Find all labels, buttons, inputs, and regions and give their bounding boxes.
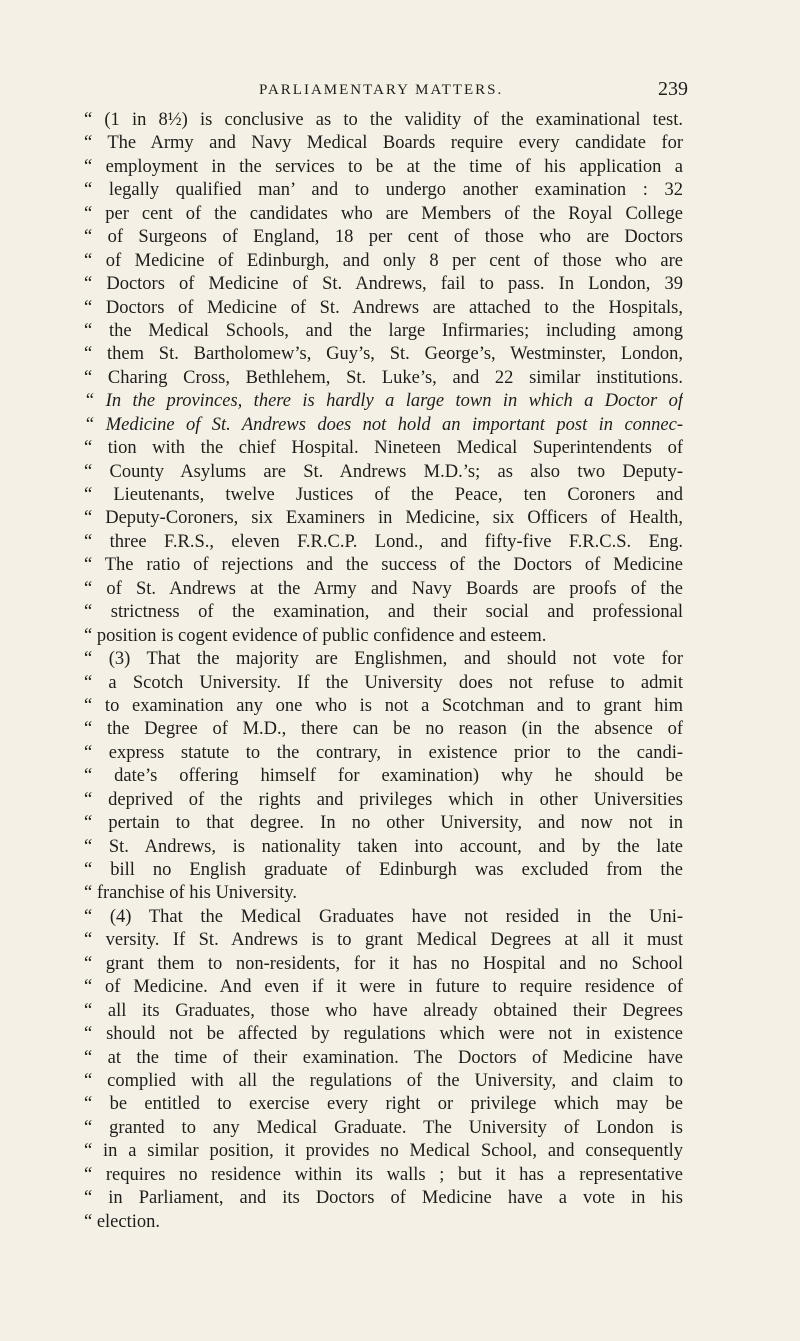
text-line: “ franchise of his University.: [84, 883, 298, 904]
text-line: “ per cent of the candidates who are Members of the Royal College: [84, 203, 683, 224]
text-line: “ (4) That the Medical Graduates have not resided in the Uni-: [84, 906, 683, 927]
text-line: “ at the time of their examination. The Doctors of Medicine have: [84, 1047, 683, 1068]
text-line: “ legally qualified man’ and to undergo another examination : 32: [84, 180, 683, 201]
text-line: “ pertain to that degree. In no other University, and now not in: [84, 813, 683, 834]
text-line: “ them St. Bartholomew’s, Guy’s, St. George’s, Westminster, London,: [84, 344, 683, 365]
text-line: “ to examination any one who is not a Scotchman and to grant him: [84, 695, 683, 716]
text-line: “ Charing Cross, Bethlehem, St. Luke’s, and 22 similar institutions.: [84, 367, 683, 388]
text-line: “ position is cogent evidence of public confidence and esteem.: [84, 625, 547, 646]
text-line: “ should not be affected by regulations which were not in existence: [84, 1024, 683, 1045]
text-line: “ strictness of the examination, and their social and professional: [84, 602, 683, 623]
text-line: “ Deputy-Coroners, six Examiners in Medicine, six Officers of Health,: [84, 508, 683, 529]
text-line: “ deprived of the rights and privileges which in other Universities: [84, 789, 683, 810]
page-header: [84, 78, 688, 106]
text-line: “ grant them to non-residents, for it has no Hospital and no School: [84, 953, 683, 974]
text-line: “ express statute to the contrary, in existence prior to the candi-: [84, 742, 683, 763]
running-head: PARLIAMENTARY MATTERS.: [259, 82, 504, 98]
body-text: [84, 109, 683, 1234]
text-line: “ (1 in 8½) is conclusive as to the validity of the examinational test.: [84, 110, 683, 130]
text-line: “ versity. If St. Andrews is to grant Medical Degrees at all it must: [84, 930, 683, 951]
text-line-italic: “ Medicine of St. Andrews does not hold an important post in connec-: [84, 414, 683, 435]
text-line: “ three F.R.S., eleven F.R.C.P. Lond., and fifty-five F.R.C.S. Eng.: [84, 531, 683, 552]
text-line: “ granted to any Medical Graduate. The University of London is: [84, 1117, 683, 1138]
text-line: “ requires no residence within its walls ; but it has a representative: [84, 1164, 683, 1185]
text-line: “ of Surgeons of England, 18 per cent of those who are Doctors: [84, 227, 683, 248]
text-line: “ Doctors of Medicine of St. Andrews are attached to the Hospitals,: [84, 297, 683, 318]
text-line: “ a Scotch University. If the University does not refuse to admit: [84, 672, 683, 693]
text-line: “ the Degree of M.D., there can be no reason (in the absence of: [84, 719, 683, 740]
text-line: “ be entitled to exercise every right or privilege which may be: [84, 1094, 683, 1115]
text-line: “ of Medicine. And even if it were in future to require residence of: [84, 977, 683, 998]
text-line: “ of Medicine of Edinburgh, and only 8 per cent of those who are: [84, 250, 683, 271]
text-line: “ St. Andrews, is nationality taken into account, and by the late: [84, 836, 683, 857]
text-line: “ The Army and Navy Medical Boards require every candidate for: [84, 133, 683, 154]
text-line-italic: “ In the provinces, there is hardly a large town in which a Doctor of: [84, 391, 683, 412]
text-line: “ bill no English graduate of Edinburgh was excluded from the: [84, 860, 683, 880]
text-line: “ of St. Andrews at the Army and Navy Boards are proofs of the: [84, 578, 683, 599]
text-line: “ in a similar position, it provides no Medical School, and consequently: [84, 1141, 683, 1162]
text-line: “ County Asylums are St. Andrews M.D.’s; as also two Deputy-: [84, 461, 683, 482]
text-line: “ The ratio of rejections and the success of the Doctors of Medicine: [84, 555, 683, 576]
text-line: “ employment in the services to be at the time of his application a: [84, 156, 683, 177]
text-line: “ (3) That the majority are Englishmen, and should not vote for: [84, 649, 683, 670]
text-line: “ Doctors of Medicine of St. Andrews, fail to pass. In London, 39: [84, 274, 683, 295]
text-line: “ date’s offering himself for examination) why he should be: [84, 766, 683, 787]
text-line: “ the Medical Schools, and the large Infirmaries; including among: [84, 320, 683, 341]
text-line: “ complied with all the regulations of the University, and claim to: [84, 1070, 683, 1091]
text-line: “ Lieutenants, twelve Justices of the Peace, ten Coroners and: [84, 485, 683, 505]
text-line: “ all its Graduates, those who have already obtained their Degrees: [84, 1000, 683, 1021]
text-line: “ election.: [84, 1211, 161, 1232]
text-line: “ tion with the chief Hospital. Nineteen Medical Superintendents of: [84, 438, 683, 459]
page-number: 239: [658, 78, 688, 100]
text-line: “ in Parliament, and its Doctors of Medicine have a vote in his: [84, 1188, 683, 1209]
